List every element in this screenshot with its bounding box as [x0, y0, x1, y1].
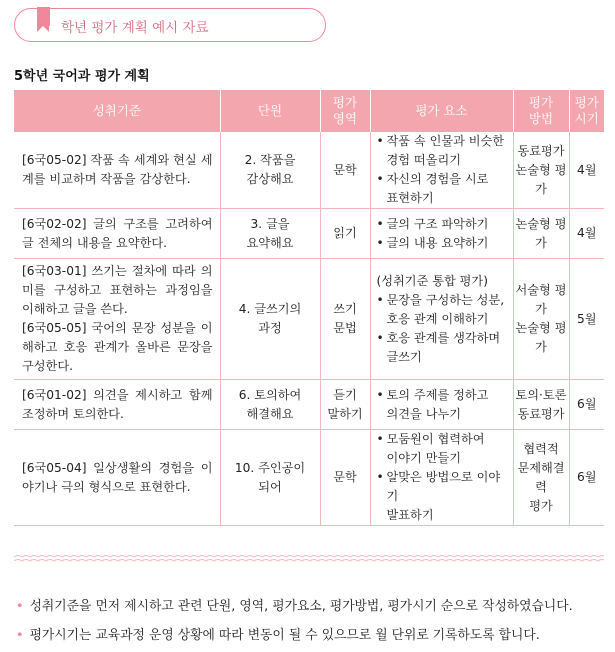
list-item: • 알맞은 방법으로 이야기 발표하기: [377, 468, 509, 525]
cell-area: 쓰기 문법: [320, 259, 370, 380]
bookmark-icon: [37, 7, 50, 26]
header-timing: 평가 시기: [569, 90, 604, 132]
title-banner: [14, 8, 326, 42]
standard-text: [6국05-04] 일상생활의 경험을 이야기나 극의 형식으로 표현한다.: [22, 460, 213, 494]
header-method: 평가 방법: [513, 90, 569, 132]
cell-unit: 2. 작품을 감상해요: [220, 132, 320, 209]
header-elements: 평가 요소: [370, 90, 513, 132]
list-item: • 자신의 경험을 시로 표현하기: [377, 170, 509, 208]
list-item: • 토의 주제를 정하고 의견을 나누기: [377, 386, 509, 424]
bullet-dot-icon: •: [16, 599, 24, 614]
cell-elements: [370, 430, 513, 526]
header-standard: 성취기준: [14, 90, 220, 132]
cell-unit: 10. 주인공이 되어: [220, 430, 320, 526]
list-item: • 글의 내용 요약하기: [377, 234, 509, 253]
standard-text: [6국05-05] 국어의 문장 성분을 이해하고 호응 관계가 올바른 문장을 구성한다.: [22, 321, 213, 373]
cell-elements: [370, 132, 513, 209]
cell-standard: [14, 259, 220, 380]
cell-area: 문학: [320, 430, 370, 526]
standard-text: [6국02-02] 글의 구조를 고려하여 글 전체의 내용을 요약한다.: [22, 216, 213, 250]
list-item: • 모둠원이 협력하여 이야기 만들기: [377, 430, 509, 468]
list-item: • 작품 속 인물과 비슷한 경험 떠올리기: [377, 132, 509, 170]
cell-timing: 6월: [569, 430, 604, 526]
cell-timing: 4월: [569, 132, 604, 209]
note-2: [16, 624, 540, 643]
table-row: [14, 430, 604, 526]
cell-method: 토의·토론 동료평가: [513, 380, 569, 430]
cell-timing: 5월: [569, 259, 604, 380]
section-title: 5학년 국어과 평가 계획: [14, 69, 150, 84]
bullet-dot-icon: •: [16, 628, 24, 643]
cell-timing: 6월: [569, 380, 604, 430]
table-header-row: [14, 90, 604, 132]
standard-text: [6국01-02] 의견을 제시하고 함께 조정하며 토의한다.: [22, 387, 213, 421]
banner-title: 학년 평가 계획 예시 자료: [61, 20, 209, 36]
cell-area: 읽기: [320, 209, 370, 259]
cell-unit: 6. 토의하여 해결해요: [220, 380, 320, 430]
header-area: 평가 영역: [320, 90, 370, 132]
list-item: • 문장을 구성하는 성분, 호응 관계 이해하기: [377, 291, 509, 329]
cell-standard: [14, 132, 220, 209]
cell-standard: [14, 430, 220, 526]
cell-method: 서술형 평가 논술형 평가: [513, 259, 569, 380]
cell-unit: 4. 글쓰기의 과정: [220, 259, 320, 380]
cell-area: 문학: [320, 132, 370, 209]
table-row: [14, 132, 604, 209]
table-row: [14, 380, 604, 430]
cell-method: 동료평가 논술형 평가: [513, 132, 569, 209]
note-text: 평가시기는 교육과정 운영 상황에 따라 변동이 될 수 있으므로 월 단위로 기록하도록 합니다.: [29, 628, 540, 643]
note-text: 성취기준을 먼저 제시하고 관련 단원, 영역, 평가요소, 평가방법, 평가시기 순으로 작성하였습니다.: [29, 599, 573, 614]
cell-method: 협력적 문제해결력 평가: [513, 430, 569, 526]
cell-area: 듣기 말하기: [320, 380, 370, 430]
table-row: [14, 209, 604, 259]
cell-elements: [370, 259, 513, 380]
list-item: • 글의 구조 파악하기: [377, 215, 509, 234]
header-unit: 단원: [220, 90, 320, 132]
cell-standard: [14, 209, 220, 259]
cell-standard: [14, 380, 220, 430]
cell-method: 논술형 평가: [513, 209, 569, 259]
standard-text: [6국05-02] 작품 속 세계와 현실 세계를 비교하며 작품을 감상한다.: [22, 153, 213, 186]
note-1: [16, 595, 573, 614]
cell-elements: [370, 380, 513, 430]
cut-line-decoration: [14, 553, 604, 563]
cell-unit: 3. 글을 요약해요: [220, 209, 320, 259]
cell-timing: 4월: [569, 209, 604, 259]
evaluation-plan-table: [14, 90, 604, 526]
cell-elements: [370, 209, 513, 259]
list-item: • 호응 관계를 생각하며 글쓰기: [377, 329, 509, 367]
standard-text: [6국03-01] 쓰기는 절차에 따라 의미를 구성하고 표현하는 과정임을 이해하고 글을 쓴다.: [22, 264, 213, 316]
integrated-note: (성취기준 통합 평가): [376, 273, 488, 288]
table-row: [14, 259, 604, 380]
